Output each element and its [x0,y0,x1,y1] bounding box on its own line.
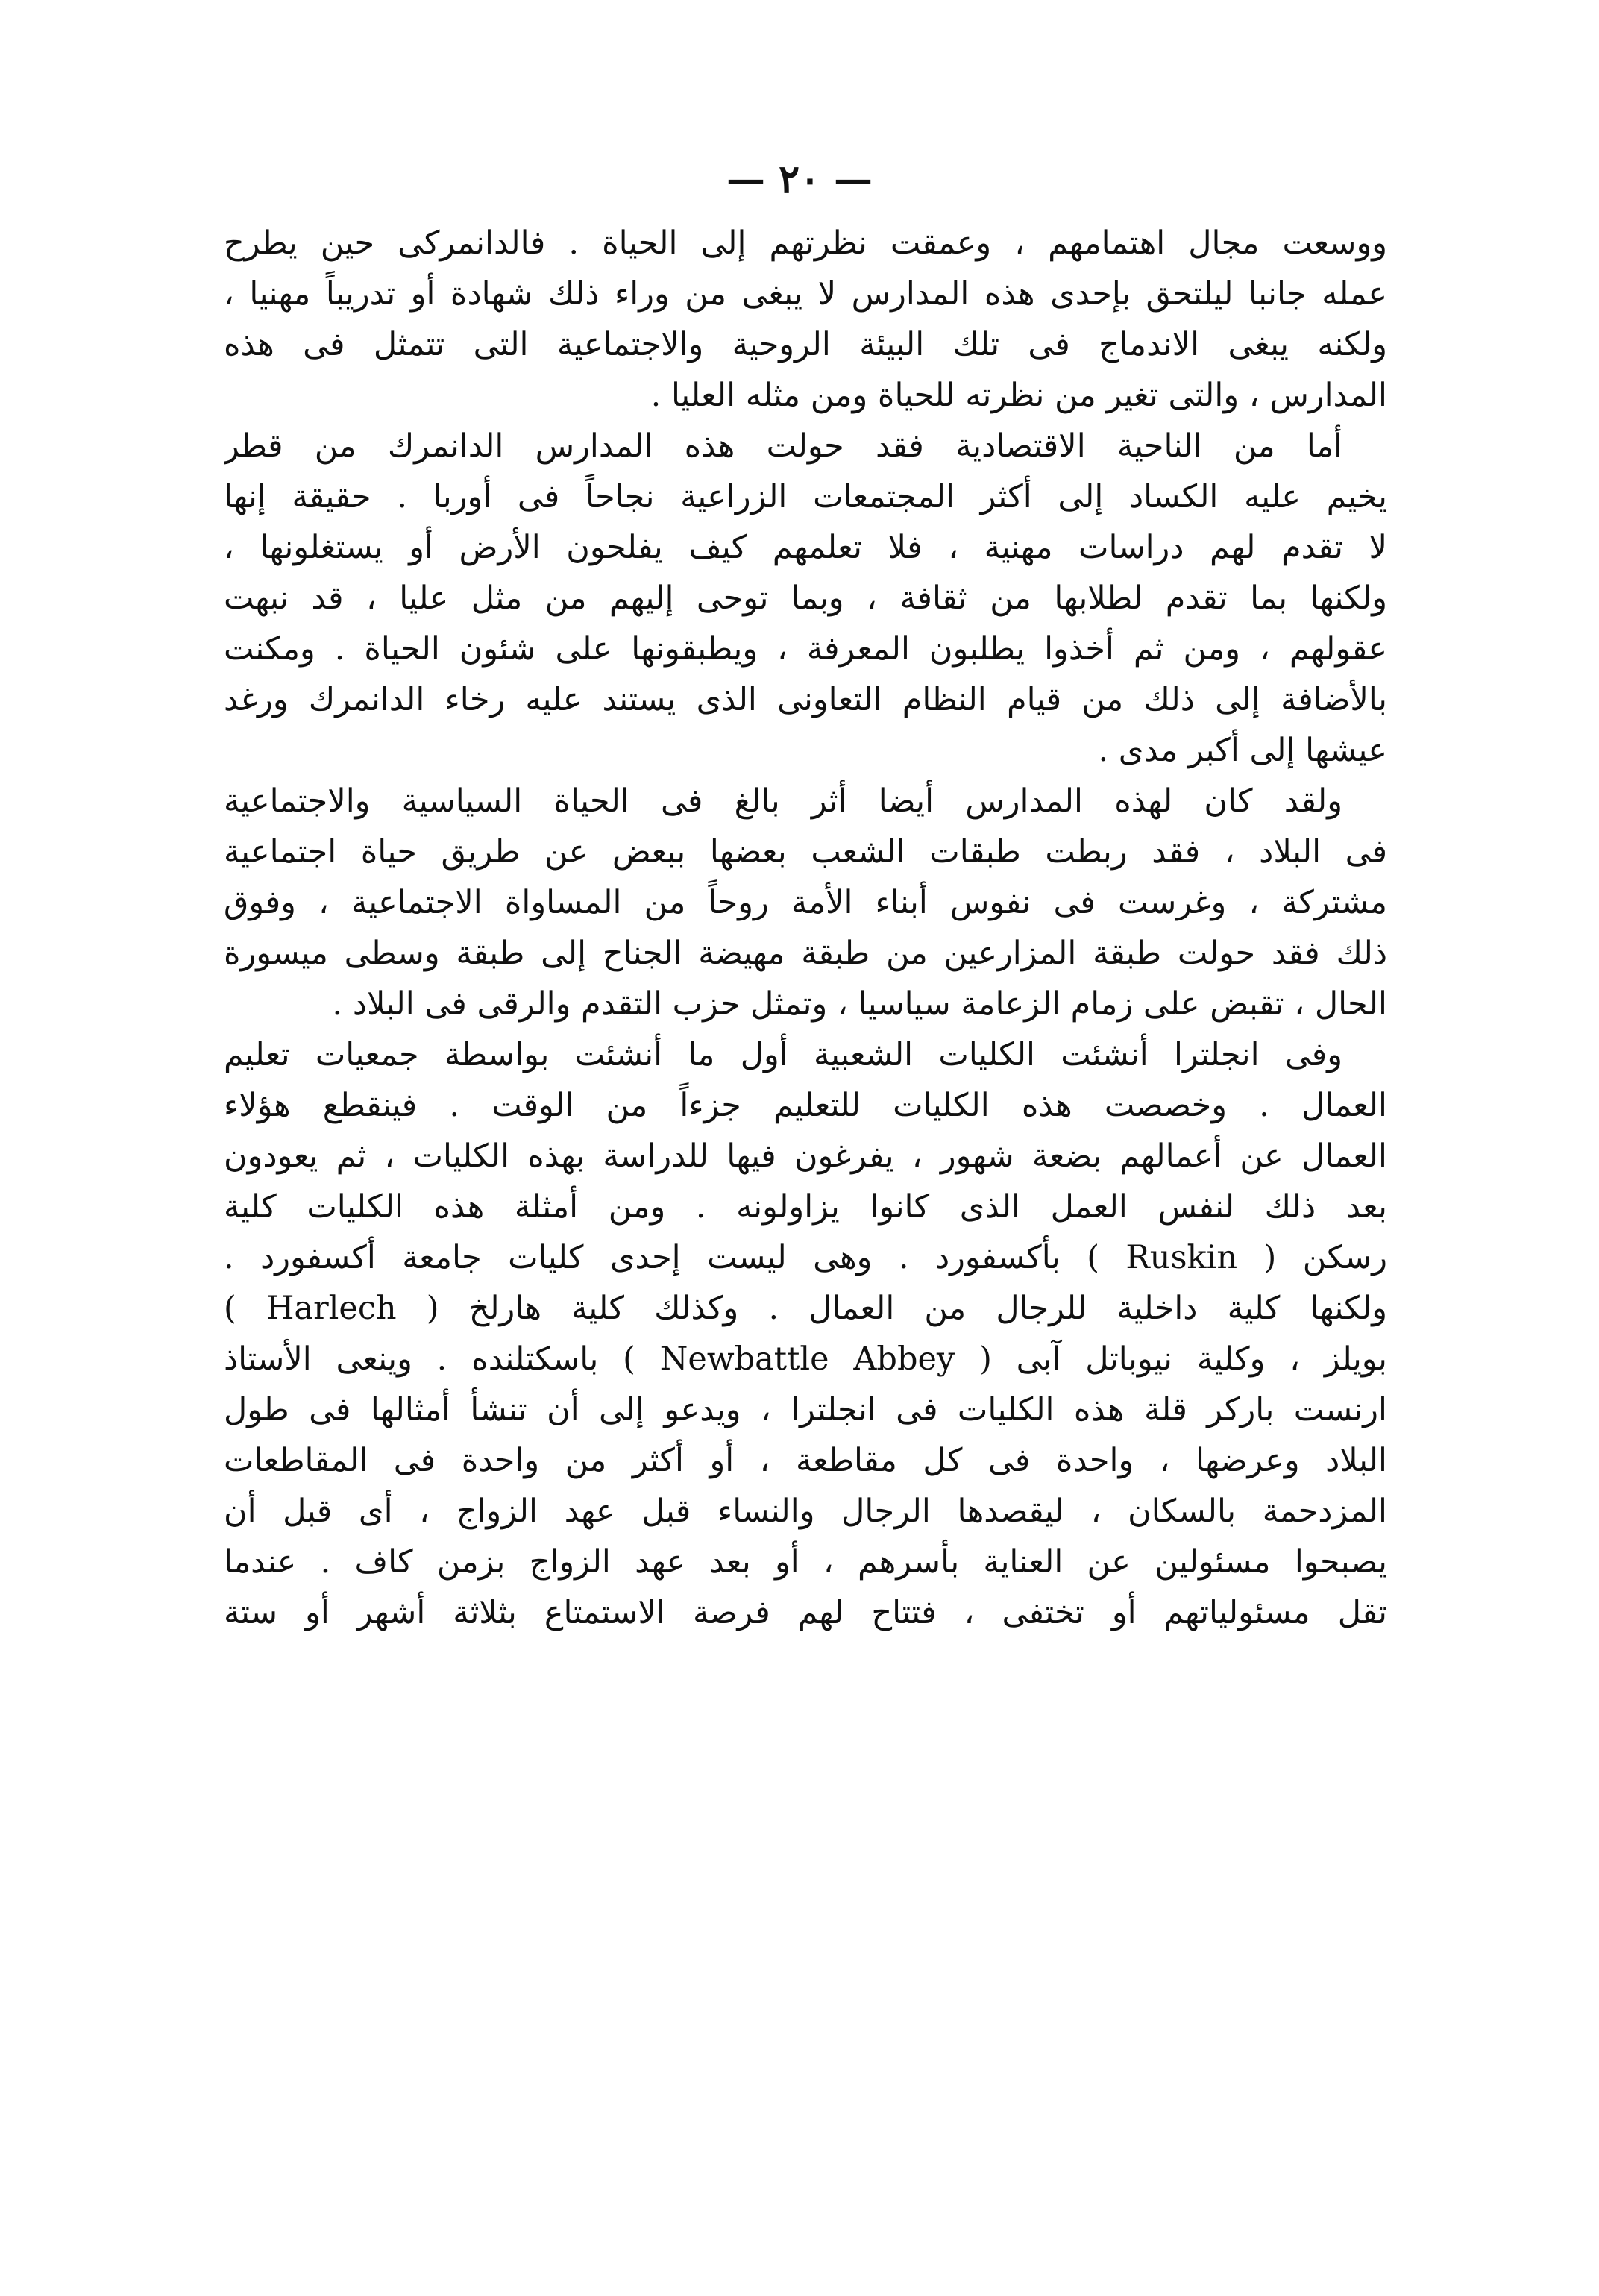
text-line: عيشها إلى أكبر مدى . [1098,732,1387,769]
paragraph-start-line: أما من الناحية الاقتصادية فقد حولت هذه المدارس الدانمرك من قطر [224,427,1342,465]
text-line: مشتركة ، وغرست فى نفوس أبناء الأمة روحاً من المساواة الاجتماعية ، وفوق [224,884,1387,921]
text-line: بعد ذلك لنفس العمل الذى كانوا يزاولونه . ومن أمثلة هذه الكليات كلية [224,1188,1387,1226]
text-line: ولكنها كلية داخلية للرجال من العمال . وكذلك كلية هارلخ ( Harlech ) [224,1290,1387,1327]
text-line: ووسعت مجال اهتمامهم ، وعمقت نظرتهم إلى الحياة . فالدانمركى حين يطرح [224,225,1387,262]
text-line: الحال ، تقبض على زمام الزعامة سياسيا ، وتمثل حزب التقدم والرقى فى البلاد . [332,985,1387,1023]
text-line: ذلك فقد حولت طبقة المزارعين من طبقة مهيضة الجناح إلى طبقة وسطى ميسورة [224,935,1387,972]
text-line: عمله جانبا ليلتحق بإحدى هذه المدارس لا يبغى من وراء ذلك شهادة أو تدريباً مهنيا ، [224,275,1387,313]
text-line: بويلز ، وكلية نيوباتل آبى ( Newbattle Abbey ) باسكتلنده . وينعى الأستاذ [224,1340,1387,1378]
text-line: فى البلاد ، فقد ربطت طبقات الشعب بعضها ببعض عن طريق حياة اجتماعية [224,833,1387,871]
text-line: ولكنها بما تقدم لطلابها من ثقافة ، وبما توحى إليهم من مثل عليا ، قد نبهت [224,580,1387,617]
text-line: ارنست باركر قلة هذه الكليات فى انجلترا ، ويدعو إلى أن تنشأ أمثالها فى طول [224,1391,1387,1428]
text-line: يصبحوا مسئولين عن العناية بأسرهم ، أو بعد عهد الزواج بزمن كاف . عندما [224,1543,1387,1581]
page-number: — ٢٠ — [726,157,873,202]
text-line: تقل مسئولياتهم أو تختفى ، فتتاح لهم فرصة الاستمتاع بثلاثة أشهر أو ستة [224,1594,1387,1631]
text-line: العمال . وخصصت هذه الكليات للتعليم جزءاً من الوقت . فينقطع هؤلاء [224,1087,1387,1124]
text-line: العمال عن أعمالهم بضعة شهور ، يفرغون فيها للدراسة بهذه الكليات ، ثم يعودون [224,1138,1387,1175]
paragraph-start-line: ولقد كان لهذه المدارس أيضا أثر بالغ فى الحياة السياسية والاجتماعية [224,782,1342,820]
text-line: يخيم عليه الكساد إلى أكثر المجتمعات الزراعية نجاحاً فى أوربا . حقيقة إنها [224,478,1387,515]
text-line: عقولهم ، ومن ثم أخذوا يطلبون المعرفة ، ويطبقونها على شئون الحياة . ومكنت [224,630,1387,668]
text-line: لا تقدم لهم دراسات مهنية ، فلا تعلمهم كيف يفلحون الأرض أو يستغلونها ، [224,529,1387,566]
body-text [224,218,1387,1638]
text-line: البلاد وعرضها ، واحدة فى كل مقاطعة ، أو أكثر من واحدة فى المقاطعات [224,1442,1387,1479]
text-line: ولكنه يبغى الاندماج فى تلك البيئة الروحية والاجتماعية التى تتمثل فى هذه [224,326,1387,363]
text-line: رسكن ( Ruskin ) بأكسفورد . وهى ليست إحدى كليات جامعة أكسفورد . [224,1239,1387,1276]
paragraph-start-line: وفى انجلترا أنشئت الكليات الشعبية أول ما أنشئت بواسطة جمعيات تعليم [224,1036,1342,1073]
text-line: بالأضافة إلى ذلك من قيام النظام التعاونى الذى يستند عليه رخاء الدانمرك ورغد [224,681,1387,718]
text-line: المدارس ، والتى تغير من نظرته للحياة ومن مثله العليا . [650,377,1387,414]
text-line: المزدحمة بالسكان ، ليقصدها الرجال والنساء قبل عهد الزواج ، أى قبل أن [224,1493,1387,1530]
